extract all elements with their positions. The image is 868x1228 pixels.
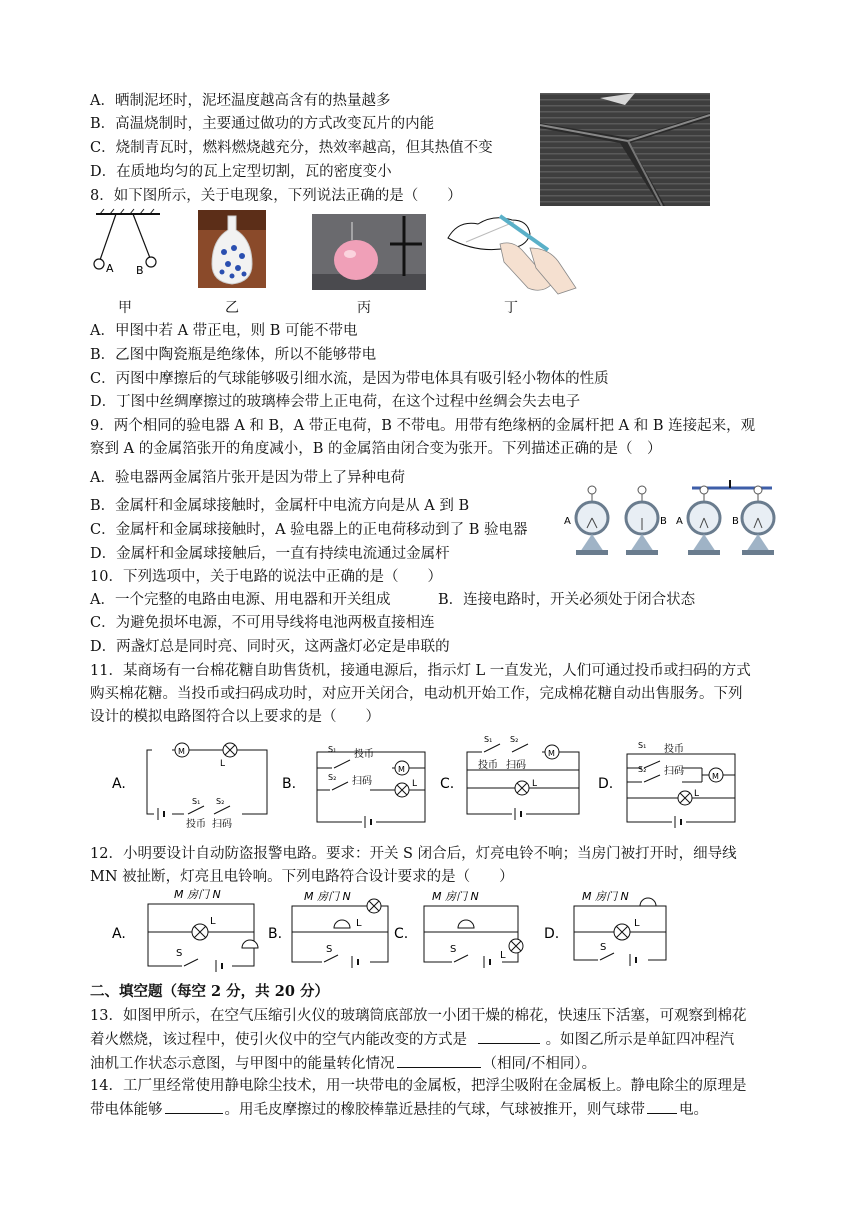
q9-option-b: B．金属杆和金属球接触时，金属杆中电流方向是从 A 到 B [90,498,470,514]
q13-line3 [90,1053,596,1074]
q10-option-b: B．连接电路时，开关必须处于闭合状态 [438,592,696,608]
electroscopes-connected [674,476,786,560]
q9-option-a: A．验电器两金属箔片张开是因为带上了异种电荷 [90,470,405,486]
d-lamp-l: L [694,789,700,799]
c-lamp-l: L [532,779,538,789]
q11-option-c-letter: C. [440,776,455,792]
q13-line3-text-b: （相同/不相同）。 [482,1056,597,1072]
q8-stem: 8．如下图所示，关于电现象，下列说法正确的是（ ） [90,188,462,204]
c-motor-m: M [548,749,555,758]
a-motor-m: M [178,747,185,756]
q12-option-d-letter: D. [544,926,560,942]
figure-bing-balloon [312,214,426,290]
figure-yi-vase [198,210,266,288]
q9-stem-line1: 9．两个相同的验电器 A 和 B，A 带正电荷，B 不带电。用带有绝缘柄的金属杆把 A 和 B 连接起来，观 [90,418,756,434]
d-door-label: M 房门 N [582,890,629,903]
q12-stem-line2: MN 被扯断，灯亮且电铃响。下列电路符合设计要求的是（ ） [90,869,514,885]
electroscope-a [576,486,608,555]
c-lamp-l: L [500,950,506,961]
q10-option-c: C．为避免损坏电源，不可用导线将电池两极直接相连 [90,615,435,631]
a-lamp-l: L [220,759,226,769]
d-switch-s: S [600,942,607,953]
q9-option-d: D．金属杆和金属球接触后，一直有持续电流通过金属杆 [90,546,450,562]
q11-option-a-letter: A. [112,776,126,792]
caption-ding: 丁 [504,300,518,316]
q8-option-c: C．丙图中摩擦后的气球能够吸引细水流，是因为带电体具有吸引轻小物体的性质 [90,371,609,387]
b-scan: 扫码 [352,776,372,787]
figure-ding-rod [440,208,578,296]
q11-stem-line1: 11．某商场有一台棉花糖自助售货机，接通电源后，指示灯 L 一直发光，人们可通过投币或扫码的方式 [90,663,751,679]
electroscope-label-a1: A [564,516,571,527]
a-scan: 扫码 [212,819,232,830]
q8-option-a: A．甲图中若 A 带正电，则 B 可能不带电 [90,323,358,339]
electroscope-label-a2: A [676,516,683,527]
q14-blank-2[interactable] [647,1099,677,1114]
electroscopes-separate [560,480,672,560]
caption-yi: 乙 [225,300,239,316]
q8-option-b: B．乙图中陶瓷瓶是绝缘体，所以不能够带电 [90,347,377,363]
q14-line2-text-a: 带电体能够 [90,1102,163,1118]
pendulum-label-a: A [106,262,114,275]
c-coin: 投币 [478,760,498,771]
q14-line2-text-b: 。用毛皮摩擦过的橡胶棒靠近悬挂的气球，气球被推开，则气球带 [224,1102,645,1118]
a-s2: S₂ [216,797,225,806]
b-lamp-l: L [412,779,418,789]
q9-stem-line2: 察到 A 的金属箔张开的角度减小，B 的金属箔由闭合变为张开。下列描述正确的是（ ） [90,441,662,457]
q14-line1: 14．工厂里经常使用静电除尘技术，用一块带电的金属板，把浮尘吸附在金属板上。静电除尘的原理是 [90,1078,747,1094]
q7-option-a: A．晒制泥坯时，泥坯温度越高含有的热量越多 [90,93,391,109]
b-s2: S₂ [328,773,337,782]
q12-stem-line1: 12．小明要设计自动防盗报警电路。要求：开关 S 闭合后，灯亮电铃不响；当房门被打开时，细导线 [90,846,737,862]
q13-line1: 13．如图甲所示，在空气压缩引火仪的玻璃筒底部放一小团干燥的棉花，快速压下活塞，可观察到棉花 [90,1008,747,1024]
c-s1: S₁ [484,735,493,744]
q11-stem-line3: 设计的模拟电路图符合以上要求的是（ ） [90,709,380,725]
c-door-label: M 房门 N [432,890,479,903]
q12-option-b-letter: B. [268,926,283,942]
electroscope-label-b1: B [660,516,667,527]
a-door-label: M 房门 N [174,888,221,901]
a-coin: 投币 [186,819,206,830]
pendulum-label-b: B [136,264,144,277]
q10-option-a: A．一个完整的电路由电源、用电器和开关组成 [90,592,391,608]
c-switch-s: S [450,944,457,955]
q13-line2-text-b: 。如图乙所示是单缸四冲程汽 [545,1032,735,1048]
q7-option-d: D．在质地均匀的瓦上定型切割，瓦的密度变小 [90,164,392,180]
q10-stem: 10．下列选项中，关于电路的说法中正确的是（ ） [90,569,442,585]
b-lamp-l: L [356,918,362,929]
figure-jia-pendulums [88,208,168,278]
q8-option-d: D．丁图中丝绸摩擦过的玻璃棒会带上正电荷，在这个过程中丝绸会失去电子 [90,394,581,410]
roof-tiles-photo [540,93,710,206]
b-door-label: M 房门 N [304,890,351,903]
q11-option-d-letter: D. [598,776,614,792]
caption-bing: 丙 [357,300,371,316]
b-motor-m: M [398,765,405,774]
caption-jia: 甲 [118,300,132,316]
q14-line2 [90,1099,708,1120]
d-scan: 扫码 [664,766,684,777]
q13-line2 [90,1029,734,1050]
q7-option-c: C．烧制青瓦时，燃料燃烧越充分，热效率越高，但其热值不变 [90,140,493,156]
d-motor-m: M [712,772,719,781]
q13-blank-2[interactable] [397,1053,481,1068]
q13-blank-1[interactable] [478,1029,540,1044]
q13-line3-text-a: 油机工作状态示意图，与甲图中的能量转化情况 [90,1056,395,1072]
q10-option-d: D．两盏灯总是同时亮、同时灭，这两盏灯必定是串联的 [90,639,450,655]
c-scan: 扫码 [506,760,526,771]
q11-stem-line2: 购买棉花糖。当投币或扫码成功时，对应开关闭合，电动机开始工作，完成棉花糖自动出售服务。下列 [90,686,743,702]
q12-option-a-letter: A. [112,926,126,942]
b-s1: S₁ [328,745,337,754]
a-switch-s: S [176,948,183,959]
q11-option-b-letter: B. [282,776,297,792]
a-s1: S₁ [192,797,201,806]
q12-circuit-options [112,886,692,978]
electroscope-label-b2: B [732,516,739,527]
d-coin: 投币 [664,744,684,755]
c-s2: S₂ [510,735,519,744]
q12-option-c-letter: C. [394,926,409,942]
d-lamp-l: L [634,918,640,929]
q11-circuit-options [112,734,752,830]
section-two-heading: 二、填空题（每空 2 分，共 20 分） [90,983,329,1000]
q14-blank-1[interactable] [165,1099,223,1114]
d-s1: S₁ [638,741,647,750]
b-coin: 投币 [354,749,374,760]
b-switch-s: S [326,944,333,955]
q7-option-b: B．高温烧制时，主要通过做功的方式改变瓦片的内能 [90,116,435,132]
a-lamp-l: L [210,916,216,927]
q13-line2-text-a: 着火燃烧，该过程中，使引火仪中的空气内能改变的方式是 [90,1032,467,1048]
q14-line2-text-c: 电。 [679,1102,708,1118]
d-s2: S₂ [638,765,647,774]
electroscope-b [626,486,658,555]
q9-option-c: C．金属杆和金属球接触时，A 验电器上的正电荷移动到了 B 验电器 [90,522,528,538]
